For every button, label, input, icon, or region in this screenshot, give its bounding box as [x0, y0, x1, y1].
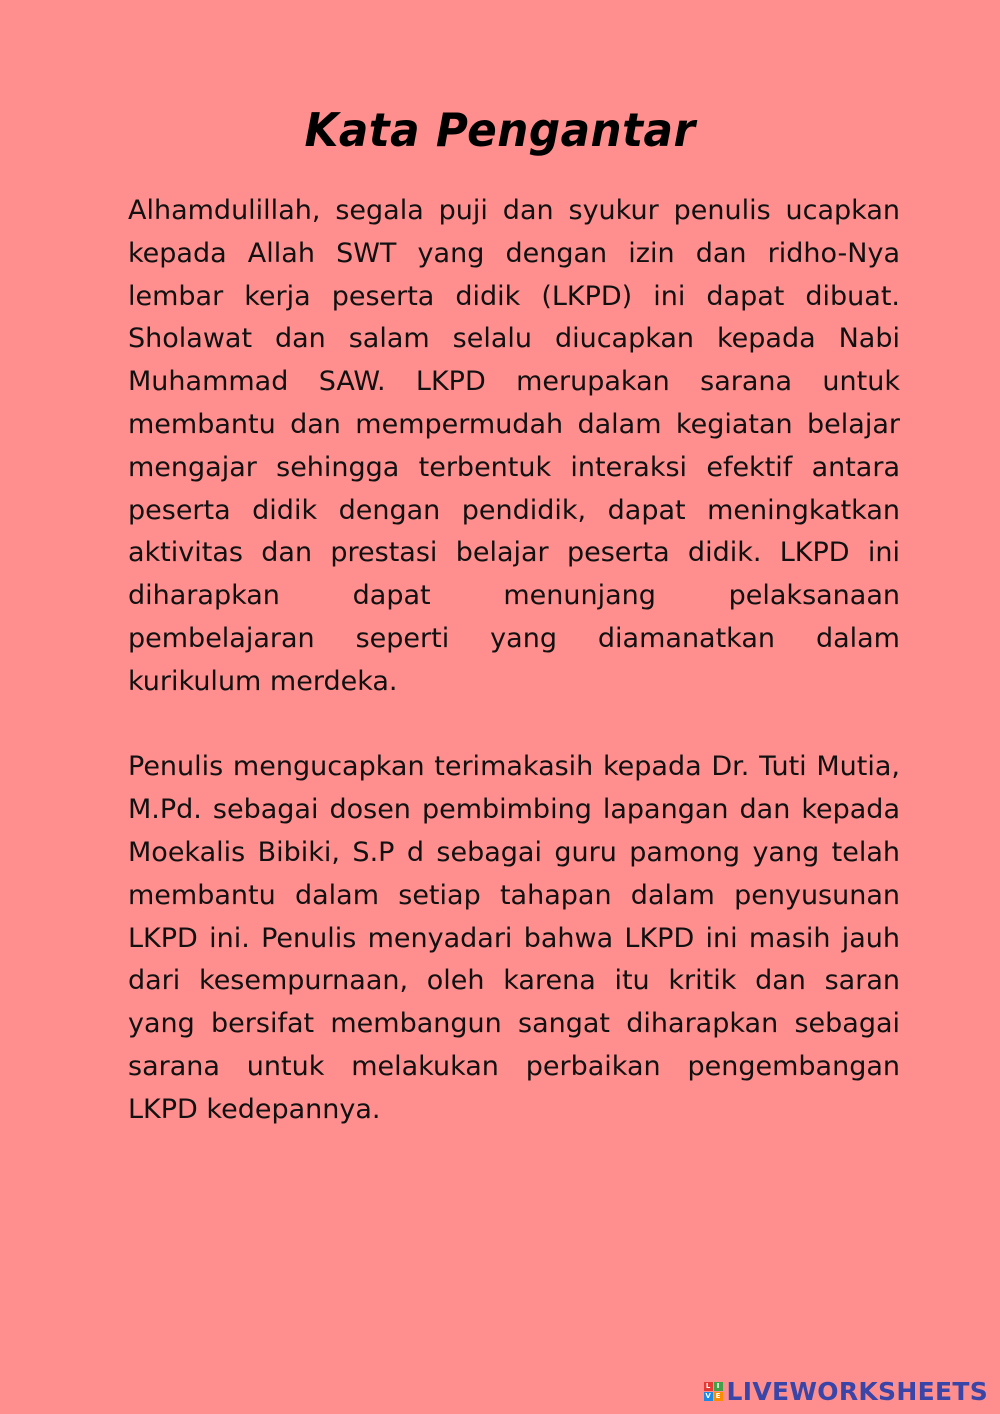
page-title: Kata Pengantar [304, 102, 696, 157]
paragraph-1: Alhamdulillah, segala puji dan syukur penulis ucapkan kepada Allah SWT yang dengan izin dan ridho-Nya lembar kerja peserta didik (LKPD) ini dapat dibuat. Sholawat dan salam selalu diucapkan kepada Nabi Muhammad SAW. LKPD merupakan sarana untuk membantu dan mempermudah dalam kegiatan belajar mengajar sehingga terbentuk interaksi efektif antara peserta didik dengan pendidik, dapat meningkatkan aktivitas dan prestasi belajar peserta didik. LKPD ini diharapkan dapat menunjang pelaksanaan pembelajaran seperti yang diamanatkan dalam kurikulum merdeka. [128, 195, 900, 697]
liveworksheets-logo-icon [704, 1382, 723, 1401]
document-body [128, 190, 900, 1132]
logo-mark-v: V [705, 1392, 711, 1400]
logo-text: LIVEWORKSHEETS [726, 1377, 988, 1406]
logo-mark-l: L [704, 1382, 713, 1391]
logo-mark-e: E [714, 1392, 723, 1401]
paragraph-2: Penulis mengucapkan terimakasih kepada Dr. Tuti Mutia, M.Pd. sebagai dosen pembimbing lapangan dan kepada Moekalis Bibiki, S.P d sebagai guru pamong yang telah membantu dalam setiap tahapan dalam penyusunan LKPD ini. Penulis menyadari bahwa LKPD ini masih jauh dari kesempurnaan, oleh karena itu kritik dan saran yang bersifat membangun sangat diharapkan sebagai sarana untuk melakukan perbaikan pengembangan LKPD kedepannya. [128, 751, 900, 1125]
logo-mark-i: I [714, 1382, 723, 1391]
liveworksheets-logo[interactable] [704, 1377, 988, 1406]
